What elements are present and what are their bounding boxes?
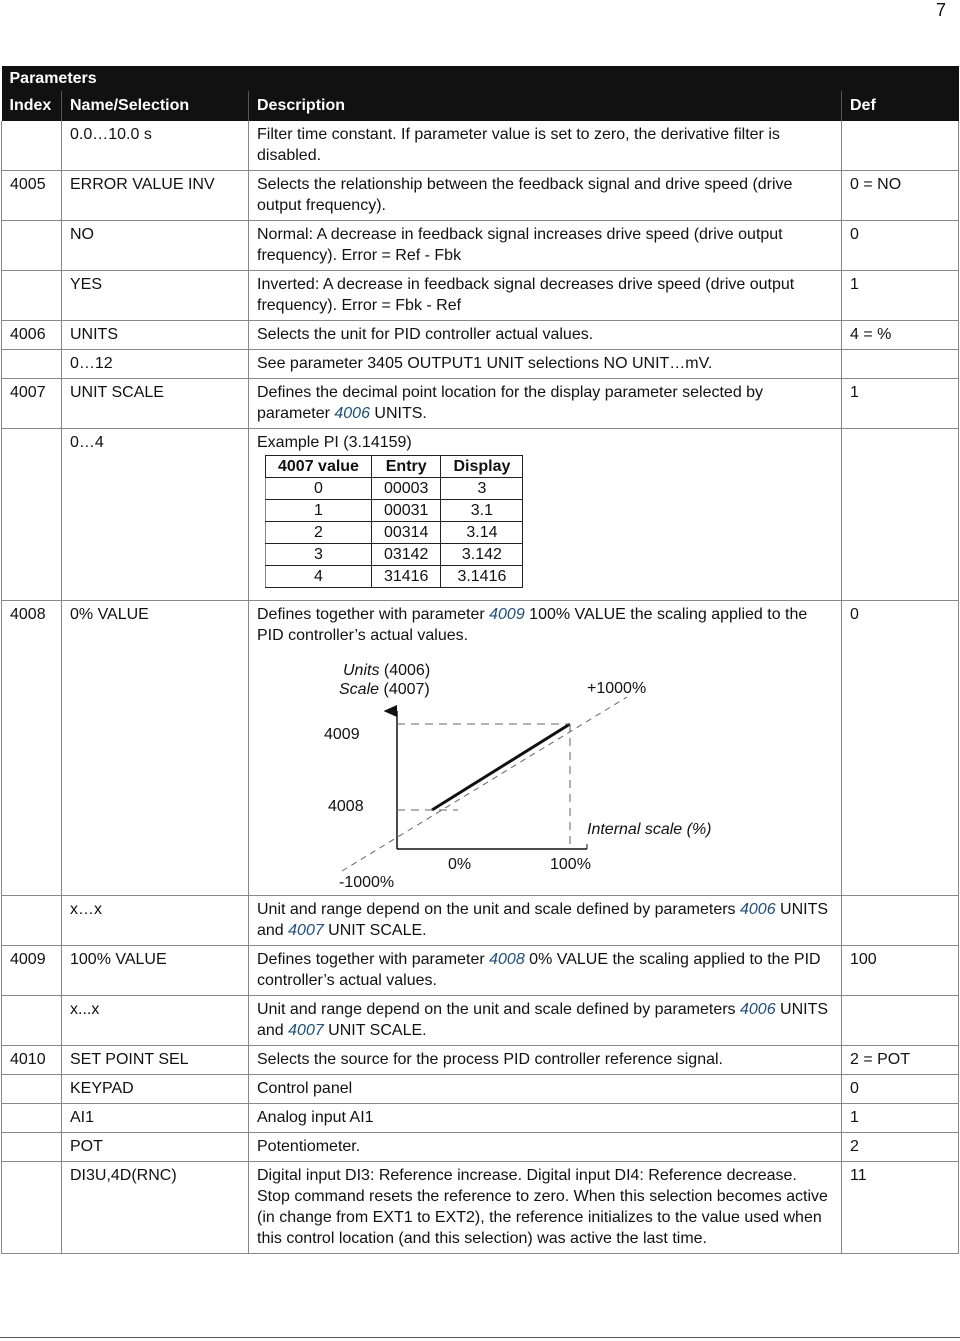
header-def: Def — [842, 91, 959, 121]
param-index — [2, 996, 62, 1046]
example-cell: 03142 — [371, 544, 441, 566]
example-header: Entry — [371, 456, 441, 478]
param-index: 4005 — [2, 171, 62, 221]
table-row — [2, 121, 959, 171]
table-row — [2, 171, 959, 221]
param-name: UNIT SCALE — [62, 379, 249, 429]
example-header: 4007 value — [266, 456, 372, 478]
desc-text: Defines together with parameter — [257, 951, 490, 968]
param-ref-link[interactable]: 4006 — [740, 1001, 776, 1018]
table-row — [2, 350, 959, 379]
param-default: 0 — [842, 1075, 959, 1104]
table-row — [2, 601, 959, 651]
example-cell: 1 — [266, 500, 372, 522]
param-description — [249, 429, 842, 601]
param-description: Digital input DI3: Reference increase. Digital input DI4: Reference decrease. Stop command resets the reference to zero. When this selection becomes active (in change from EXT1 to EXT2), the reference initializes to the value used when this control location (and this selection) was active the last time. — [249, 1162, 842, 1254]
graph-label-internal-scale: Internal scale (%) — [587, 821, 712, 838]
example-cell: 31416 — [371, 566, 441, 588]
param-description: Selects the relationship between the feedback signal and drive speed (drive output frequency). — [249, 171, 842, 221]
param-default: 2 = POT — [842, 1046, 959, 1075]
param-default — [842, 996, 959, 1046]
param-name: AI1 — [62, 1104, 249, 1133]
param-name: POT — [62, 1133, 249, 1162]
example-row — [266, 478, 523, 500]
param-description — [249, 946, 842, 996]
param-description — [249, 996, 842, 1046]
table-row — [2, 946, 959, 996]
param-name — [62, 650, 249, 896]
table-row — [2, 429, 959, 601]
param-name: NO — [62, 221, 249, 271]
param-default — [842, 650, 959, 896]
param-ref-link[interactable]: 4008 — [489, 951, 525, 968]
param-description — [249, 896, 842, 946]
desc-text: UNIT SCALE. — [323, 1022, 427, 1039]
table-row — [2, 896, 959, 946]
param-index — [2, 350, 62, 379]
param-default: 0 — [842, 601, 959, 651]
parameters-table — [1, 66, 959, 1254]
example-row — [266, 500, 523, 522]
table-row — [2, 996, 959, 1046]
param-description — [249, 601, 842, 651]
graph-label-scale: Scale (4007) — [339, 681, 430, 698]
param-name: 100% VALUE — [62, 946, 249, 996]
graph-label-units: Units (4006) — [343, 662, 431, 679]
param-default: 4 = % — [842, 321, 959, 350]
param-index — [2, 1075, 62, 1104]
param-description: See parameter 3405 OUTPUT1 UNIT selections NO UNIT…mV. — [249, 350, 842, 379]
param-ref-link[interactable]: 4007 — [288, 922, 324, 939]
desc-text: 0% VALUE the scaling applied to the PID controller’s actual values. — [257, 951, 821, 989]
param-ref-link[interactable]: 4007 — [288, 1022, 324, 1039]
param-index — [2, 121, 62, 171]
table-row — [2, 379, 959, 429]
param-index: 4008 — [2, 601, 62, 651]
table-title: Parameters — [2, 66, 959, 91]
param-name: 0.0…10.0 s — [62, 121, 249, 171]
param-default: 0 — [842, 221, 959, 271]
example-cell: 00003 — [371, 478, 441, 500]
param-name: ERROR VALUE INV — [62, 171, 249, 221]
param-default: 1 — [842, 1104, 959, 1133]
param-default — [842, 429, 959, 601]
graph-tick-4009: 4009 — [324, 726, 360, 743]
example-cell: 3.1416 — [441, 566, 523, 588]
scaling-graph — [257, 659, 737, 889]
param-index — [2, 1162, 62, 1254]
param-description: Control panel — [249, 1075, 842, 1104]
example-cell: 0 — [266, 478, 372, 500]
example-cell: 3.14 — [441, 522, 523, 544]
param-name: KEYPAD — [62, 1075, 249, 1104]
param-name: 0% VALUE — [62, 601, 249, 651]
page-number: 7 — [935, 0, 946, 20]
param-default: 0 = NO — [842, 171, 959, 221]
example-header: Display — [441, 456, 523, 478]
desc-text: UNITS and — [257, 1001, 829, 1039]
param-index — [2, 1133, 62, 1162]
param-index — [2, 221, 62, 271]
table-row — [2, 650, 959, 896]
param-name: SET POINT SEL — [62, 1046, 249, 1075]
param-description: Analog input AI1 — [249, 1104, 842, 1133]
param-ref-link[interactable]: 4006 — [334, 405, 370, 422]
example-cell: 3 — [266, 544, 372, 566]
example-cell: 3.1 — [441, 500, 523, 522]
param-name: x...x — [62, 996, 249, 1046]
desc-text: UNIT SCALE. — [323, 922, 427, 939]
param-default: 11 — [842, 1162, 959, 1254]
param-index: 4007 — [2, 379, 62, 429]
param-description: Selects the source for the process PID controller reference signal. — [249, 1046, 842, 1075]
param-description: Inverted: A decrease in feedback signal decreases drive speed (drive output frequency). Error = Fbk - Ref — [249, 271, 842, 321]
example-cell: 00314 — [371, 522, 441, 544]
param-default: 1 — [842, 379, 959, 429]
graph-tick-4008: 4008 — [328, 798, 364, 815]
graph-label-minus: -1000% — [339, 874, 395, 889]
param-index — [2, 896, 62, 946]
desc-text: Example PI (3.14159) — [257, 434, 412, 451]
table-row — [2, 321, 959, 350]
table-row — [2, 1162, 959, 1254]
param-name: DI3U,4D(RNC) — [62, 1162, 249, 1254]
desc-text: Unit and range depend on the unit and scale defined by parameters — [257, 1001, 740, 1018]
param-name: x…x — [62, 896, 249, 946]
param-default — [842, 896, 959, 946]
graph-tick-zero: 0% — [448, 856, 472, 873]
param-index: 4009 — [2, 946, 62, 996]
param-default: 2 — [842, 1133, 959, 1162]
example-row — [266, 566, 523, 588]
table-row — [2, 1046, 959, 1075]
param-default — [842, 121, 959, 171]
scaling-graph-cell — [249, 650, 842, 896]
param-description — [249, 379, 842, 429]
param-default — [842, 350, 959, 379]
param-index — [2, 271, 62, 321]
table-row — [2, 271, 959, 321]
param-name: UNITS — [62, 321, 249, 350]
desc-text: Defines together with parameter — [257, 606, 490, 623]
example-row — [266, 544, 523, 566]
param-index: 4006 — [2, 321, 62, 350]
param-default: 1 — [842, 271, 959, 321]
param-index — [2, 429, 62, 601]
param-ref-link[interactable]: 4009 — [489, 606, 525, 623]
table-row — [2, 221, 959, 271]
param-index: 4010 — [2, 1046, 62, 1075]
example-cell: 3 — [441, 478, 523, 500]
graph-tick-hundred: 100% — [550, 856, 591, 873]
param-name: YES — [62, 271, 249, 321]
param-description: Potentiometer. — [249, 1133, 842, 1162]
example-cell: 00031 — [371, 500, 441, 522]
desc-text: Defines the decimal point location for the display parameter selected by parameter — [257, 384, 764, 422]
param-description: Filter time constant. If parameter value is set to zero, the derivative filter is disabled. — [249, 121, 842, 171]
param-default: 100 — [842, 946, 959, 996]
param-name: 0…12 — [62, 350, 249, 379]
graph-scaling-line — [432, 724, 570, 810]
graph-label-plus: +1000% — [587, 680, 647, 697]
example-cell: 3.142 — [441, 544, 523, 566]
table-row — [2, 1075, 959, 1104]
table-row — [2, 1133, 959, 1162]
example-row — [266, 522, 523, 544]
desc-text: UNITS. — [369, 405, 427, 422]
desc-text: Unit and range depend on the unit and scale defined by parameters — [257, 901, 740, 918]
example-cell: 4 — [266, 566, 372, 588]
param-description: Selects the unit for PID controller actual values. — [249, 321, 842, 350]
table-row — [2, 1104, 959, 1133]
desc-text: UNITS and — [257, 901, 829, 939]
param-description: Normal: A decrease in feedback signal increases drive speed (drive output frequency). Error = Ref - Fbk — [249, 221, 842, 271]
example-table — [265, 455, 523, 588]
param-index — [2, 1104, 62, 1133]
header-description: Description — [249, 91, 842, 121]
desc-text: 100% VALUE the scaling applied to the PID controller’s actual values. — [257, 606, 808, 644]
param-ref-link[interactable]: 4006 — [740, 901, 776, 918]
header-name: Name/Selection — [62, 91, 249, 121]
header-index: Index — [2, 91, 62, 121]
param-index — [2, 650, 62, 896]
graph-extended-line — [342, 697, 627, 871]
footer-rule — [0, 1337, 960, 1338]
param-name: 0…4 — [62, 429, 249, 601]
example-cell: 2 — [266, 522, 372, 544]
